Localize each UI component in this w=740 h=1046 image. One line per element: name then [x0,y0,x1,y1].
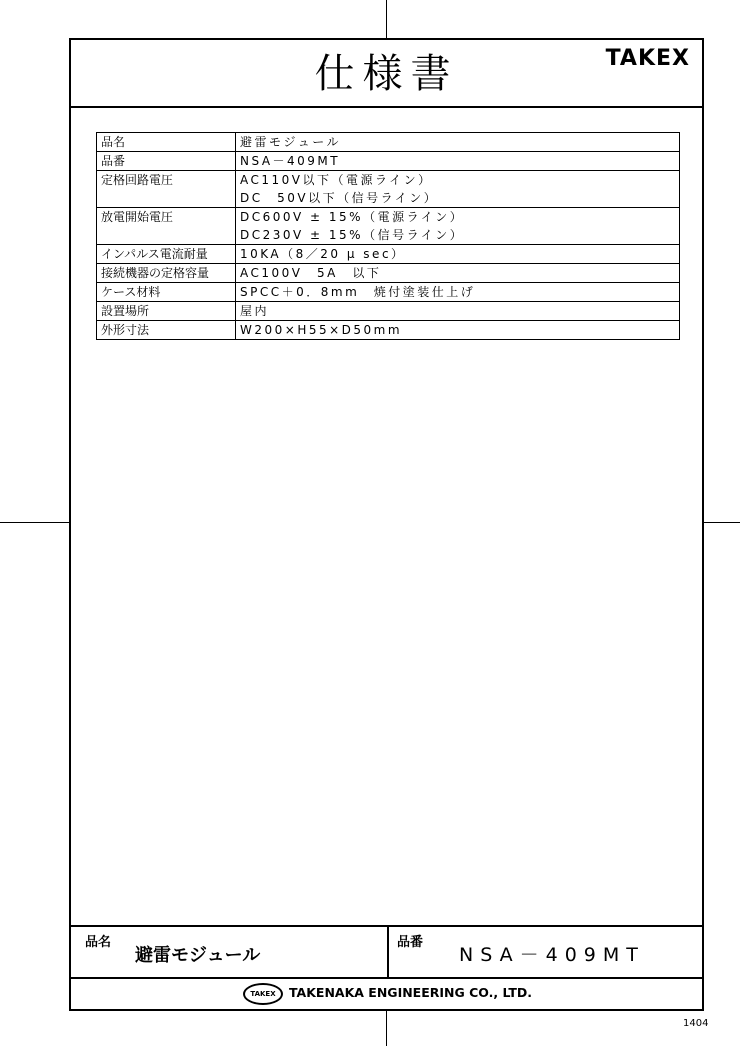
company-logo: TAKEX [243,983,283,1005]
spec-label: インパルス電流耐量 [97,245,236,264]
spec-value [236,171,680,208]
document-title: 仕様書 [314,51,459,97]
spec-value-line: 避雷モジュール [240,135,342,149]
spec-label: 設置場所 [97,302,236,321]
company-name: TAKENAKA ENGINEERING CO., LTD. [289,985,533,1000]
spec-value [236,208,680,245]
brand-logo: TAKEX [605,46,690,71]
spec-value [236,264,680,283]
spec-value [236,283,680,302]
spec-row [97,245,680,264]
spec-label: 品番 [97,152,236,171]
spec-value [236,245,680,264]
spec-value-line: 屋内 [240,304,270,318]
spec-value-line: W200×H55×D50mm [240,323,403,337]
product-info-row [71,925,702,979]
spec-value [236,133,680,152]
spec-row [97,264,680,283]
spec-label: 放電開始電圧 [97,208,236,245]
spec-label: 品名 [97,133,236,152]
spec-sheet-frame [69,38,704,1011]
spec-value [236,152,680,171]
product-name-label: 品名 [85,935,112,950]
crop-mark-bottom [386,1011,387,1046]
spec-value-line: DC600V ± 15%（電源ライン） [240,210,465,224]
spec-row [97,208,680,245]
spec-row [97,321,680,340]
crop-mark-right [704,522,740,523]
spec-row [97,171,680,208]
spec-row [97,283,680,302]
spec-label: 接続機器の定格容量 [97,264,236,283]
spec-row [97,133,680,152]
spec-value-line: DC 50V以下（信号ライン） [240,191,439,205]
spec-label: 定格回路電圧 [97,171,236,208]
spec-value [236,321,680,340]
spec-row [97,152,680,171]
spec-row [97,302,680,321]
title-band [71,40,702,108]
product-name-value: 避雷モジュール [135,945,261,966]
spec-value-line: NSA－409MT [240,154,341,168]
page-code: 1404 [683,1018,709,1029]
product-number-value: NSA－409MT [459,944,645,966]
spec-table [96,132,680,340]
spec-label: 外形寸法 [97,321,236,340]
spec-value-line: DC230V ± 15%（信号ライン） [240,228,465,242]
crop-mark-left [0,522,69,523]
company-row [71,979,702,1009]
spec-value [236,302,680,321]
spec-value-line: SPCC＋0．8mm 焼付塗装仕上げ [240,285,476,299]
spec-value-line: 10KA（8／20 μ sec） [240,247,406,261]
spec-value-line: AC100V 5A 以下 [240,266,382,280]
crop-mark-top [386,0,387,38]
spec-value-line: AC110V以下（電源ライン） [240,173,433,187]
divider [387,927,389,977]
title-block [71,925,702,1009]
product-number-label: 品番 [397,935,424,950]
spec-label: ケース材料 [97,283,236,302]
